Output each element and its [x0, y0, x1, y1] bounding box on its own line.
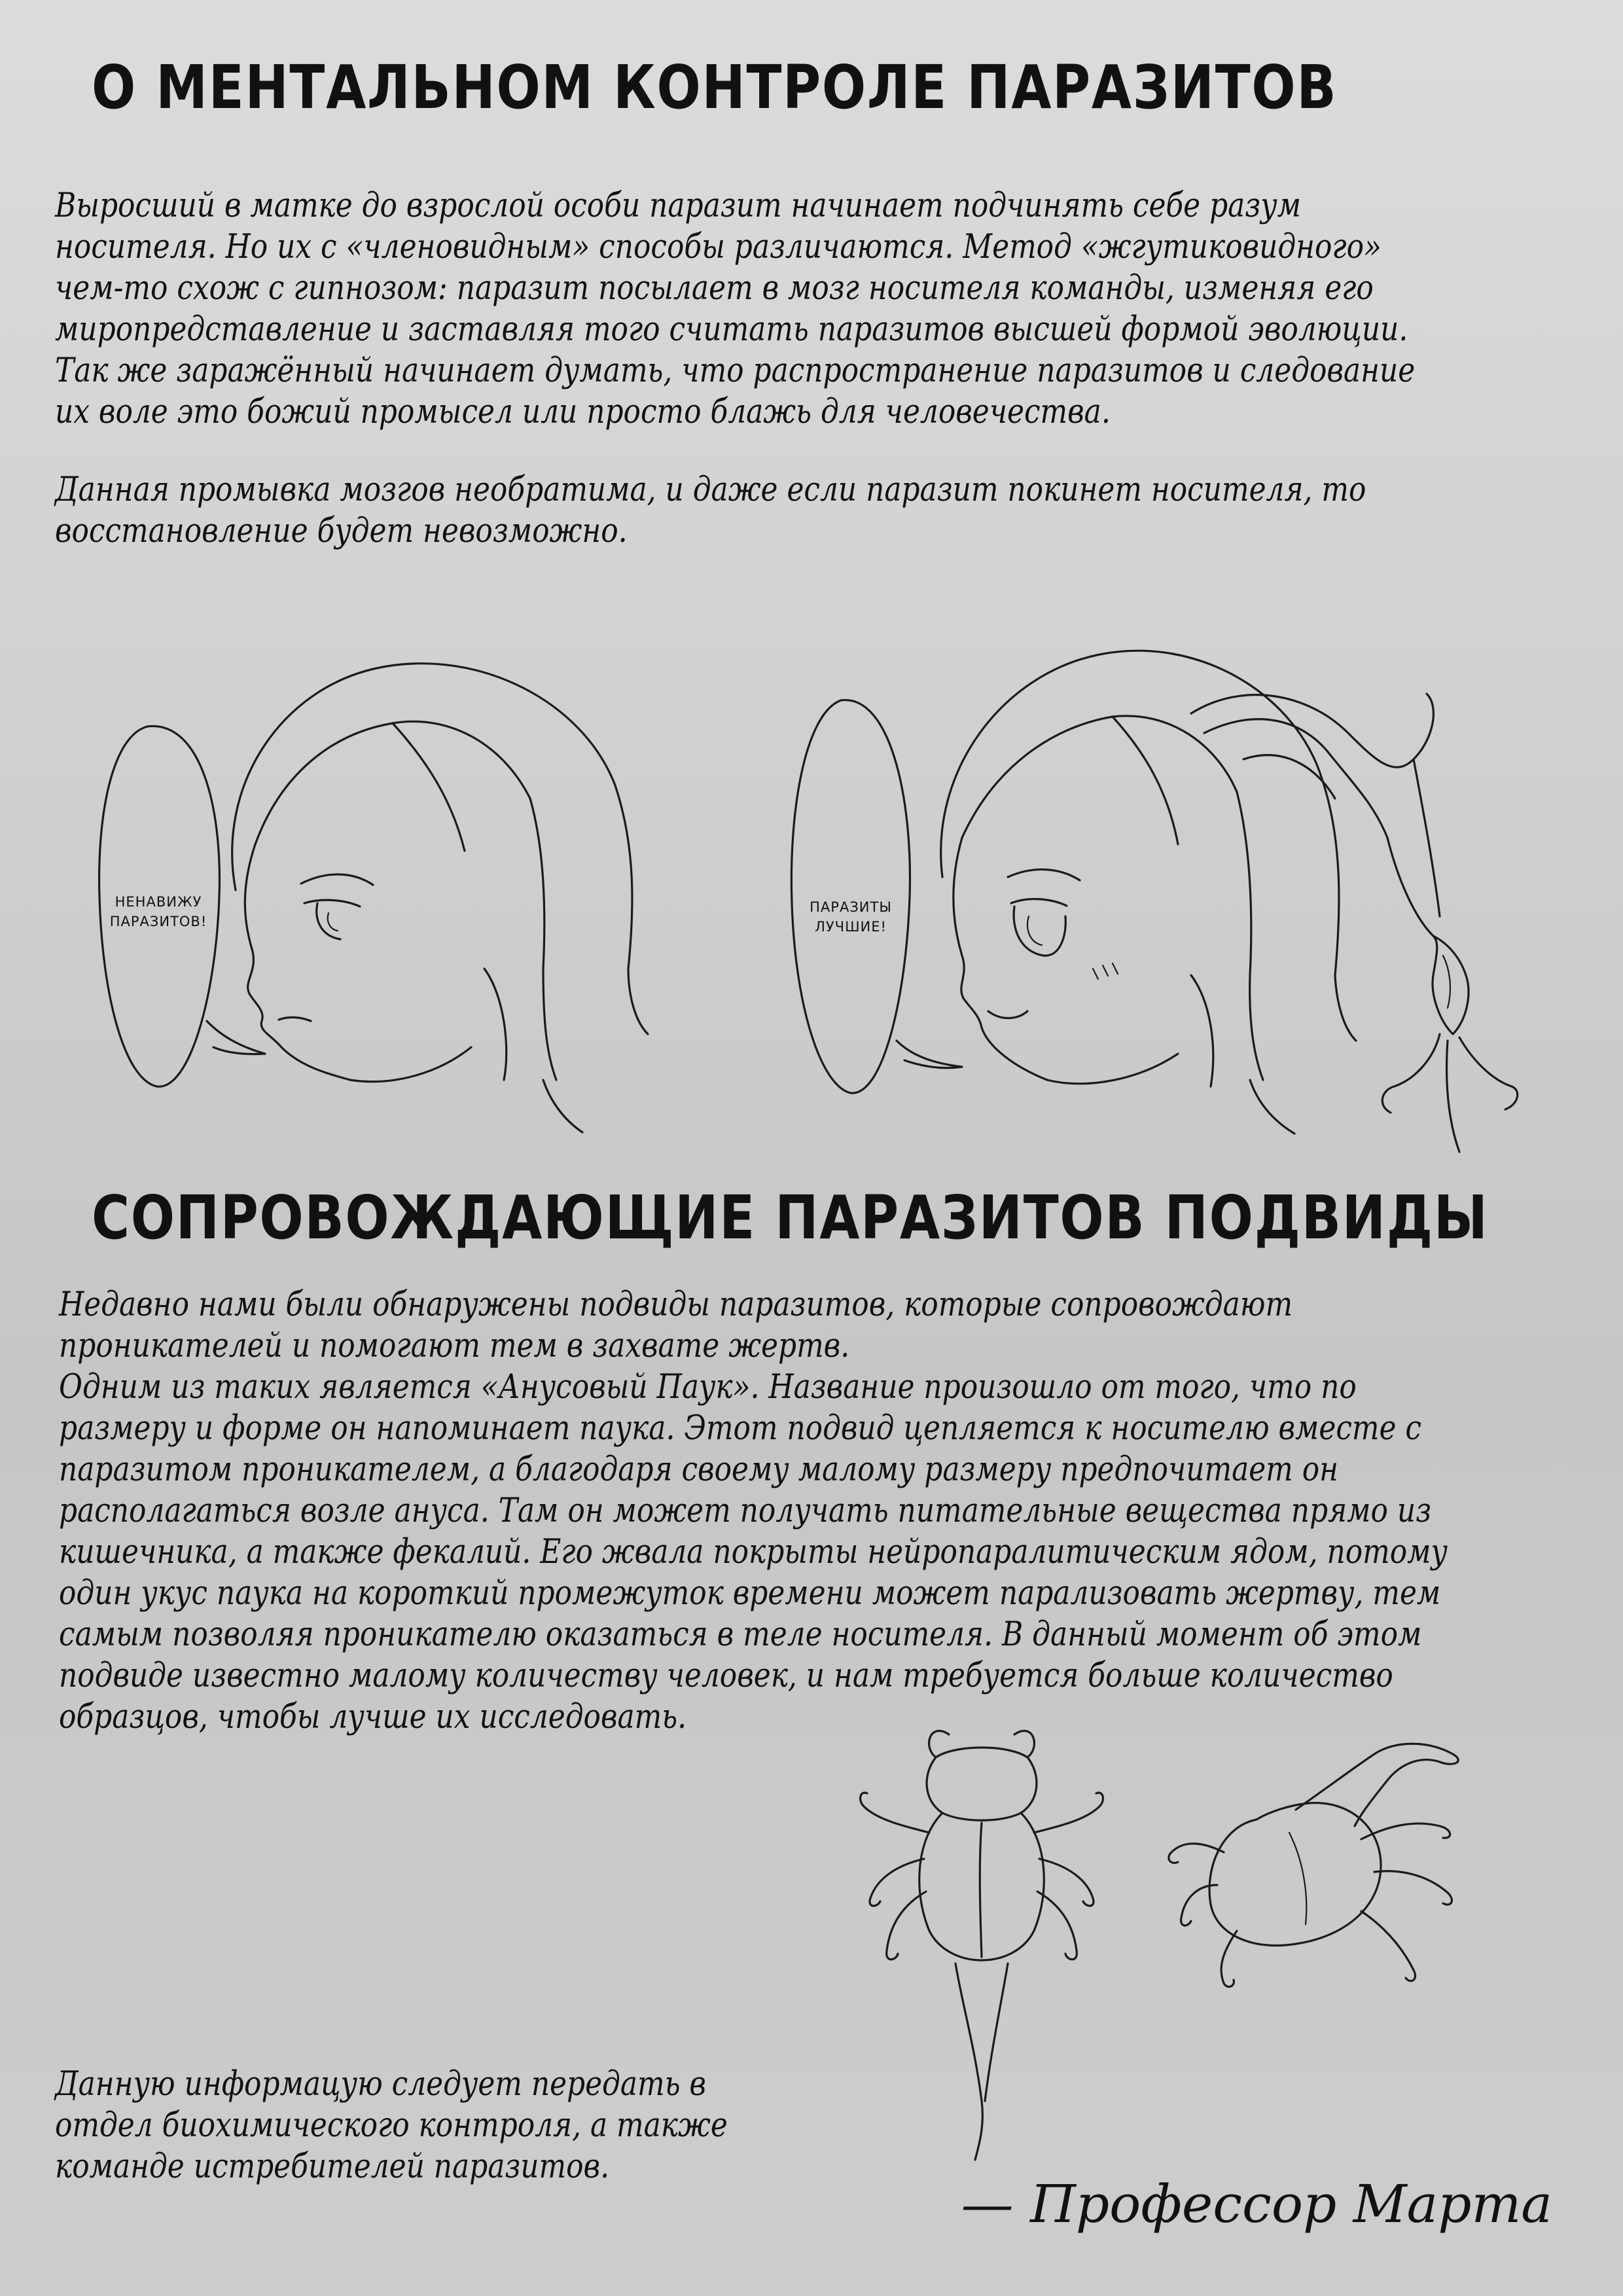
section2-title: СОПРОВОЖДАЮЩИЕ ПАРАЗИТОВ ПОДВИДЫ: [92, 1183, 1489, 1253]
speech-bubble-right: [791, 700, 962, 1094]
section2-paragraph1: Недавно нами были обнаружены подвиды паразитов, которые сопровождают проникателей и помогают тем в захвате жертв. Одним из таких является «Анусовый Паук». Название произошло от того, что по размеру и форме он напоминает паука. Этот подвид цепляется к носителю вместе с паразитом проникателем, а благодаря своему малому размеру предпочитает он располагаться возле ануса. Там он может получать питательные вещества прямо из кишечника, а также фекалий. Его жвала покрыты нейропаралитическим ядом, потому один укус паука на короткий промежуток времени может парализовать жертву, тем самым позволяя проникателю оказаться в теле носителя. В данный момент об этом подвиде известно малому количеству человек, и нам требуется больше количество образцов, чтобы лучше их исследовать.: [59, 1285, 1448, 1736]
brainwashed-girl-head: [941, 651, 1356, 1134]
section1-paragraph1: Выросший в матке до взрослой особи паразит начинает подчинять себе разум носителя. Но их с «членовидным» способы различаются. Метод «жгутиковидного» чем-то схож с гипнозом: паразит посылает в мозг носителя команды, изменяя его миропредставление и заставляя того считать паразитов высшей формой эволюции. Так же заражённый начинает думать, что распространение паразитов и следование их воле это божий промысел или просто блажь для человечества.: [55, 187, 1416, 431]
section1-title: О МЕНТАЛЬНОМ КОНТРОЛЕ ПАРАЗИТОВ: [92, 52, 1338, 122]
speech-bubble-left: [99, 726, 265, 1086]
angry-girl-head: [232, 664, 648, 1132]
anus-spider-top-view-illustration: [851, 1708, 1113, 2166]
bubble-right-line1: ПАРАЗИТЫ: [810, 899, 892, 915]
bubble-left-line2: ПАРАЗИТОВ!: [109, 914, 207, 929]
brainwashed-girl-illustration: [785, 628, 1538, 1178]
angry-girl-illustration: [85, 628, 726, 1139]
footer-note: Данную информацую следует передать в отдел биохимического контроля, а также команде истребителей паразитов.: [55, 2065, 728, 2186]
bubble-left-line1: НЕНАВИЖУ: [115, 894, 202, 910]
signature: — Профессор Марта: [961, 2174, 1552, 2234]
parasite-tentacles: [1191, 694, 1518, 1152]
anus-spider-side-view-illustration: [1165, 1728, 1492, 1990]
section1-paragraph2: Данная промывка мозгов необратима, и даже если паразит покинет носителя, то восстановление будет невозможно.: [55, 471, 1366, 550]
bubble-right-line2: ЛУЧШИЕ!: [815, 919, 887, 935]
